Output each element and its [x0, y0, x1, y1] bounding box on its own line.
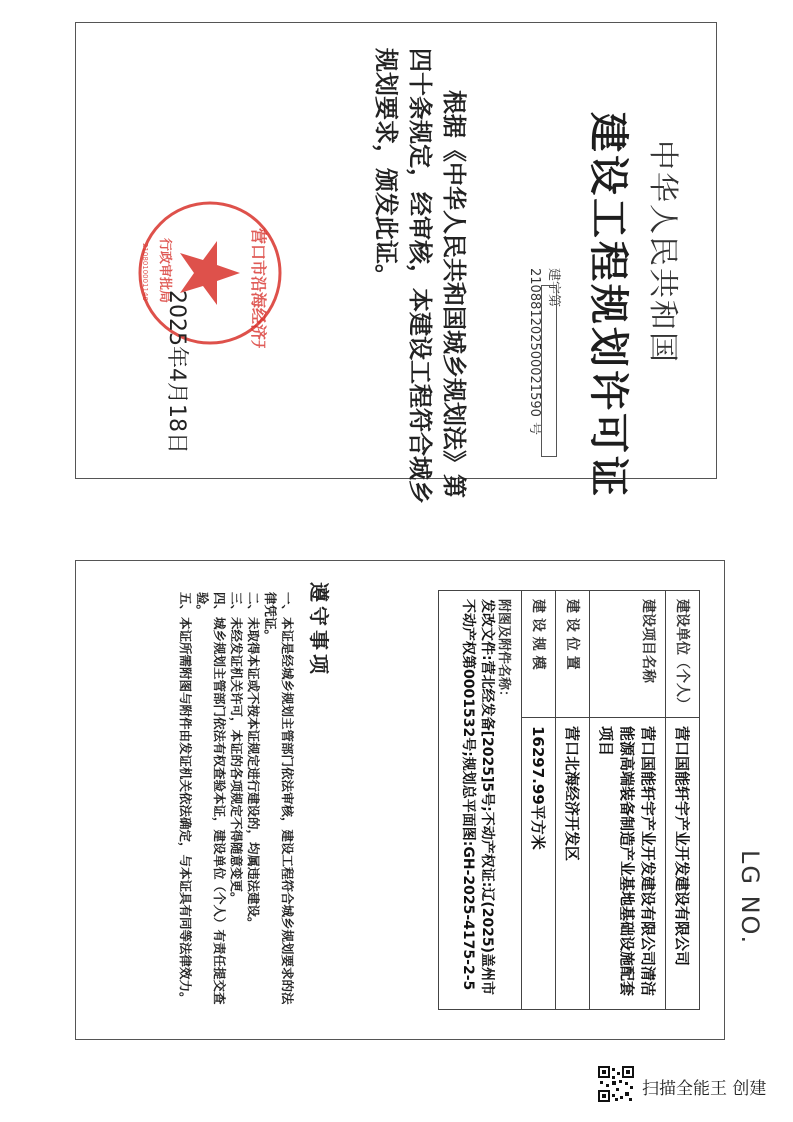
table-row: [522, 591, 556, 1010]
qr-code-icon: [598, 1066, 634, 1102]
attachments-text: 发改文件:营北经发备[2025]5号;不动产权证:辽(2025)盖州市不动产权第0001532号;规划总平面图:GH-2025-4175-2-5: [460, 599, 495, 996]
certificate-title: 建设工程规划许可证: [585, 112, 631, 499]
table-row: [666, 591, 700, 1010]
svg-text:2108010001140: 2108010001140: [141, 243, 149, 301]
table-row: [590, 591, 666, 1010]
row-label-location: 建 设 位 置: [556, 591, 590, 718]
row-label-scale: 建 设 规 模: [522, 591, 556, 718]
official-seal: [135, 198, 285, 348]
scanner-watermark: [598, 1066, 783, 1106]
notice-item-3: 三、未经发证机关许可，本证的各项规定不得随意变更。: [229, 592, 244, 905]
notice-list: [146, 592, 296, 1012]
notice-title: 遵守事项: [307, 582, 331, 678]
row-value-location: 营口北海经济开发区: [556, 718, 590, 1010]
table-row: [556, 591, 590, 1010]
certificate-number: 210881202500021590: [527, 268, 542, 417]
attachments-cell: [439, 591, 522, 1010]
body-line-3: 规划要求，颁发此证。: [372, 48, 400, 288]
scanner-brand-text: 扫描全能王 创建: [642, 1079, 767, 1099]
lg-number-label: LG NO.: [736, 850, 764, 946]
certificate-number-box: [541, 285, 557, 457]
lg-number: [736, 850, 764, 945]
notice-item-2: 二、未取得本证或不按本证规定进行建设的，均属违法建设。: [246, 592, 261, 930]
svg-text:营口市沿海经济开发区: 营口市沿海经济开发区: [249, 228, 268, 348]
row-label-unit: 建设单位（个人）: [666, 591, 700, 718]
row-value-project: 营口国能轩宇产业开发建设有限公司清洁能源高端装备制造产业基地基础设施配套项目: [590, 718, 666, 1010]
row-value-scale: 16297.99平方米: [522, 718, 556, 1010]
row-label-project: 建设项目名称: [590, 591, 666, 718]
issue-date: 2025年4月18日: [164, 290, 189, 454]
notice-item-5: 五、本证所需附图与附件由发证机关依法确定，与本证具有同等法律效力。: [178, 592, 193, 1005]
body-line-2: 四十条规定，经审核，本建设工程符合城乡: [406, 48, 434, 504]
table-row: [439, 591, 522, 1010]
certificate-number-label: 建字第: [546, 268, 561, 308]
svg-text:行政审批局: 行政审批局: [157, 238, 172, 304]
details-table: [438, 590, 700, 1010]
details-block: [370, 590, 700, 1010]
notice-item-1: 一、本证是经城乡规划主管部门依法审核，建设工程符合城乡规划要求的法律凭证。: [263, 592, 295, 1005]
row-value-unit: 营口国能轩宇产业开发建设有限公司: [666, 718, 700, 1010]
country-name: 中华人民共和国: [645, 140, 680, 364]
notice-item-4: 四、城乡规划主管部门依法有权查验本证，建设单位（个人）有责任提交查验。: [195, 592, 227, 1005]
body-line-1: 根据《中华人民共和国城乡规划法》第: [440, 90, 468, 498]
attachments-label: 附图及附件名称：: [496, 599, 511, 704]
certificate-number-suffix: 号: [527, 421, 542, 435]
